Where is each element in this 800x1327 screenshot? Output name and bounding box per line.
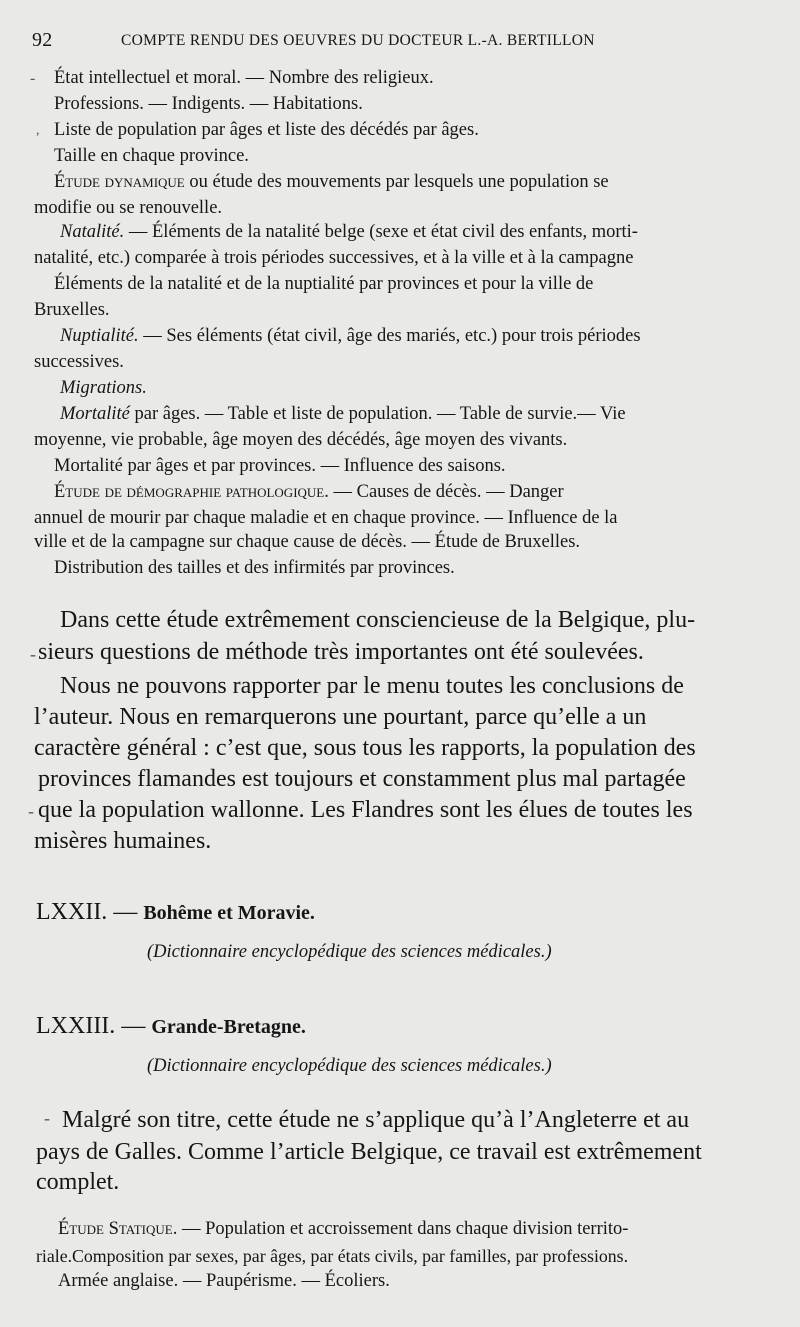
list-line: Taille en chaque province. [54,146,249,166]
paragraph-line: misères humaines. [34,828,212,854]
section-label: Natalité. [60,222,125,242]
paragraph-line: provinces flamandes est toujours et constamment plus mal partagée [38,766,686,792]
mortalite-line: Mortalité par âges. — Table et liste de population. — Table de survie.— Vie [60,404,626,424]
page-number: 92 [32,29,53,51]
paragraph-line: l’auteur. Nous en remarquerons une pourtant, parce qu’elle a un [34,704,647,730]
list-line: Liste de population par âges et liste des décédés par âges. [54,120,479,140]
list-line: Armée anglaise. — Paupérisme. — Écoliers. [58,1271,390,1291]
demography-line: Étude de démographie pathologique. — Causes de décès. — Danger [54,482,564,502]
list-line: ville et de la campagne sur chaque cause de décès. — Étude de Bruxelles. [34,532,581,552]
scan-mark: , [36,123,40,138]
list-line: riale.Composition par sexes, par âges, par états civils, par familles, par professions. [36,1246,629,1266]
dynamic-study-line: Étude dynamique ou étude des mouvements par lesquels une population se [54,172,609,192]
migrations-label: Migrations. [60,378,147,398]
section-numeral: LXXII. [36,899,108,925]
scan-mark: - [44,1108,50,1128]
paragraph-line: que la population wallonne. Les Flandres sont les élues de toutes les [38,797,693,823]
nuptialite-line: Nuptialité. — Ses éléments (état civil, âge des mariés, etc.) pour trois périodes [60,326,641,346]
section-label: Mortalité [60,404,130,424]
section-label: Étude Statique. [58,1219,178,1239]
section-reference: (Dictionnaire encyclopédique des sciences médicales.) [147,942,552,962]
scan-mark: - [30,644,36,664]
paragraph-line: pays de Galles. Comme l’article Belgique, ce travail est extrêmement [36,1139,702,1165]
section-label: Étude dynamique [54,172,185,192]
natalite-line: Natalité. — Éléments de la natalité belge (sexe et état civil des enfants, morti- [60,222,638,242]
list-line: successives. [34,352,124,372]
list-line: État intellectuel et moral. — Nombre des religieux. [54,68,434,88]
list-line: Mortalité par âges et par provinces. — Influence des saisons. [54,456,506,476]
section-label: Nuptialité. [60,326,139,346]
scan-mark: - [30,70,36,87]
section-reference: (Dictionnaire encyclopédique des sciences médicales.) [147,1056,552,1076]
section-label: Étude de démographie pathologique. [54,482,329,502]
section-title: Grande-Bretagne. [151,1016,306,1038]
static-study-line: Étude Statique. — Population et accroissement dans chaque division territo- [58,1219,629,1239]
section-heading-72: LXXII. — Bohême et Moravie. [36,899,315,925]
list-line: modifie ou se renouvelle. [34,198,223,218]
list-line: Bruxelles. [34,300,110,320]
list-line: Professions. — Indigents. — Habitations. [54,94,363,114]
paragraph-line: complet. [36,1169,120,1195]
scan-mark: - [28,801,34,821]
paragraph-line: sieurs questions de méthode très importantes ont été soulevées. [38,639,644,665]
paragraph-line: caractère général : c’est que, sous tous les rapports, la population des [34,735,696,761]
list-line: annuel de mourir par chaque maladie et en chaque province. — Influence de la [34,508,618,528]
section-title: Bohême et Moravie. [143,902,315,924]
list-line: natalité, etc.) comparée à trois périodes successives, et à la ville et à la campagne [34,248,634,268]
paragraph-line: Nous ne pouvons rapporter par le menu toutes les conclusions de [60,673,684,699]
section-numeral: LXXIII. [36,1013,116,1039]
list-line: Distribution des tailles et des infirmités par provinces. [54,558,455,578]
list-line: Éléments de la natalité et de la nuptialité par provinces et pour la ville de [54,274,594,294]
section-heading-73: LXXIII. — Grande-Bretagne. [36,1013,306,1039]
paragraph-line: Dans cette étude extrêmement consciencieuse de la Belgique, plu- [60,607,696,633]
paragraph-line: Malgré son titre, cette étude ne s’applique qu’à l’Angleterre et au [62,1107,690,1133]
list-line: moyenne, vie probable, âge moyen des décédés, âge moyen des vivants. [34,430,568,450]
running-title: COMPTE RENDU DES OEUVRES DU DOCTEUR L.-A. BERTILLON [121,32,595,49]
